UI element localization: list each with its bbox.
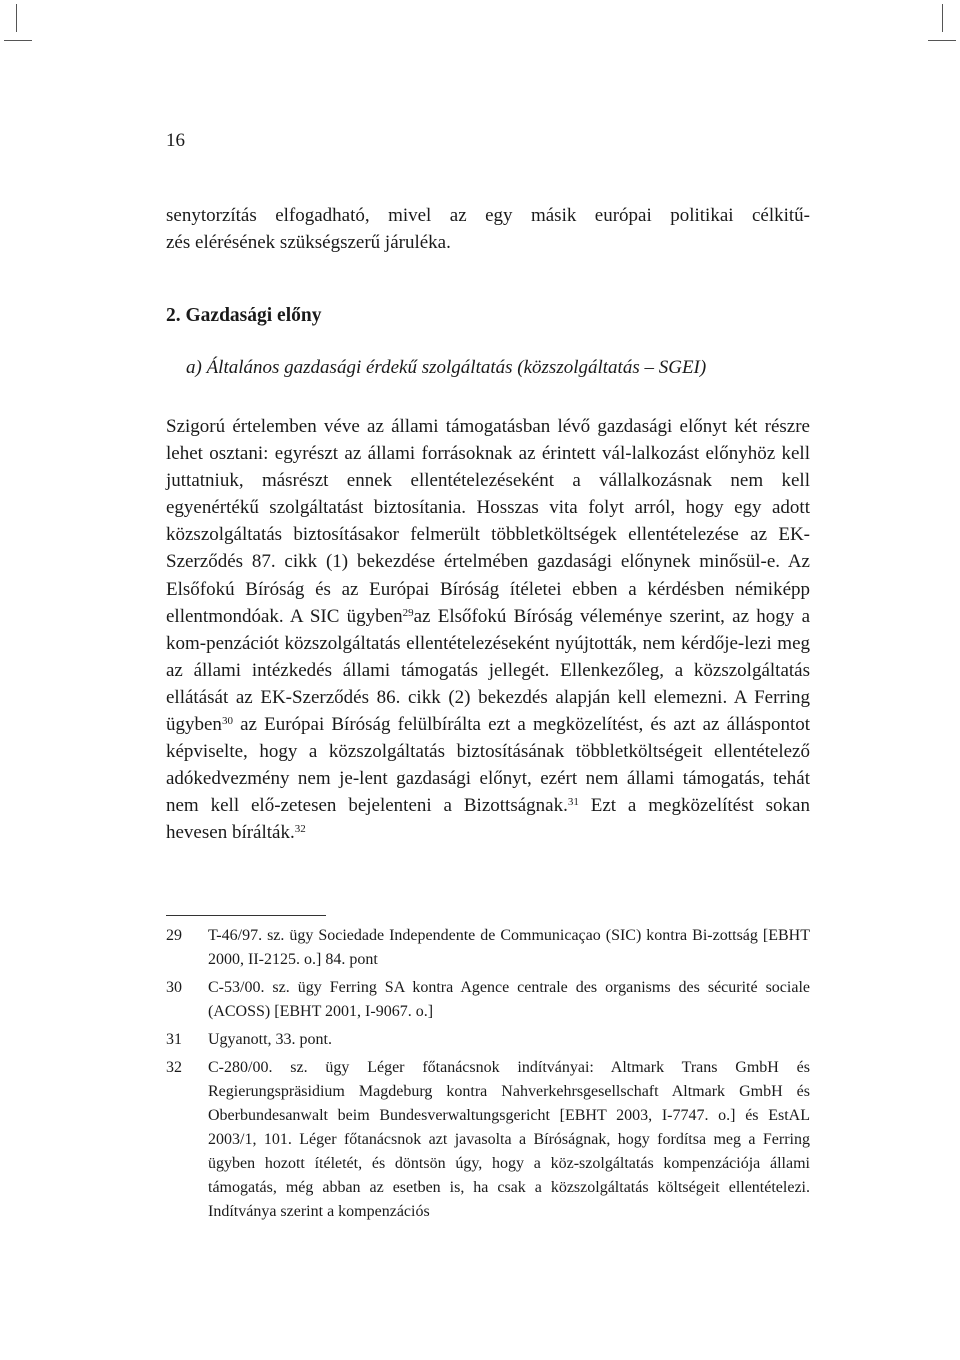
footnote-29 (166, 924, 810, 972)
footnote-ref-29[interactable]: 29 (402, 606, 414, 619)
footnote-31 (166, 1028, 810, 1052)
crop-mark-top-left-vertical (16, 4, 17, 32)
main-paragraph (166, 413, 810, 847)
footnote-ref-32[interactable]: 32 (294, 823, 306, 836)
crop-mark-top-left-horizontal (4, 40, 32, 41)
footnotes (166, 924, 810, 1228)
section-heading: 2. Gazdasági előny (166, 305, 322, 326)
main-text-part-1: Szigorú értelemben véve az állami támogatásban lévő gazdasági előnyt két részre lehet osztani: egyrészt az állami forrásoknak az érintett vál-lalkozást előnyhöz kell juttatniuk, másrészt ennek ellentételezéseként a vállalkozásnak nem kell egyenértékű szolgáltatást biztosítania. Hosszas vita folyt arról, hogy egy adott közszolgáltatás biztosításakor felmerült többletköltségek ellentételezése az EK-Szerződés 87. cikk (1) bekezdése értelmében gazdasági előnynek minősül-e. Az Elsőfokú Bíróság és az Európai Bíróság ítéletei ebben a kérdésben némiképp ellentmondóak. A SIC ügyben (166, 416, 810, 627)
footnote-30 (166, 976, 810, 1024)
footnote-text: C-280/00. sz. ügy Léger főtanácsnok indítványai: Altmark Trans GmbH és Regierungspräsidium Magdeburg kontra Nahverkehrsgesellschaft Altmark GmbH és Oberbundesanwalt beim Bundesverwaltungsgericht [EBHT 2003, I-7747. o.] és EstAL 2003/1, 101. Léger főtanácsnok azt javasolta a Bíróságnak, hogy fordítsa meg a Ferring ügyben hozott ítéletét, és döntsön úgy, hogy a köz-szolgáltatás kompenzációja állami támogatás, még abban az esetben is, ha csak a közszolgáltatás költségeit ellentételezi. Indítványa szerint a kompenzációs (208, 1059, 810, 1220)
intro-paragraph (166, 202, 810, 256)
footnote-number: 31 (166, 1031, 182, 1048)
footnote-text: Ugyanott, 33. pont. (208, 1031, 332, 1048)
main-text-part-3: az Európai Bíróság felülbírálta ezt a megközelítést, és azt az álláspontot képviselte, hogy a közszolgáltatás biztosításának többletköltségeit ellentételező adókedvezmény nem je-lent gazdasági előnyt, ezért nem állami támogatás, tehát nem kell elő-zetesen bejelenteni a Bizottságnak. (166, 714, 810, 817)
footnote-separator (166, 915, 326, 916)
page-number: 16 (166, 130, 185, 151)
crop-mark-top-right-horizontal (928, 40, 956, 41)
footnote-ref-31[interactable]: 31 (567, 796, 579, 809)
subsection-heading: a) Általános gazdasági érdekű szolgáltatás (közszolgáltatás – SGEI) (186, 357, 707, 378)
intro-line-1: senytorzítás elfogadható, mivel az egy másik európai politikai célkitű- (166, 205, 810, 226)
crop-mark-top-right-vertical (942, 4, 943, 32)
footnote-number: 29 (166, 927, 182, 944)
footnote-number: 32 (166, 1059, 182, 1076)
intro-line-2: zés elérésének szükségszerű járuléka. (166, 232, 451, 253)
footnote-text: T-46/97. sz. ügy Sociedade Independente de Communicaçao (SIC) kontra Bi-zottság [EBHT 2000, II-2125. o.] 84. pont (208, 927, 810, 968)
main-text-part-2: az Elsőfokú Bíróság véleménye szerint, az hogy a kom-penzációt közszolgáltatás ellentételezéseként nyújtották, nem kérdője-lezi meg az állami intézkedés állami támogatás jellegét. Ellenkezőleg, a közszolgáltatás ellátását az EK-Szerződés 86. cikk (2) bekezdés alapján kell elemezni. A Ferring ügyben (166, 605, 811, 736)
footnote-32 (166, 1056, 810, 1224)
footnote-ref-30[interactable]: 30 (221, 714, 233, 727)
footnote-number: 30 (166, 979, 182, 996)
main-text-part-4: Ezt a megközelítést sokan hevesen bírálták. (166, 795, 810, 844)
footnote-text: C-53/00. sz. ügy Ferring SA kontra Agence centrale des organisms des sécurité sociale (ACOSS) [EBHT 2001, I-9067. o.] (208, 979, 810, 1020)
